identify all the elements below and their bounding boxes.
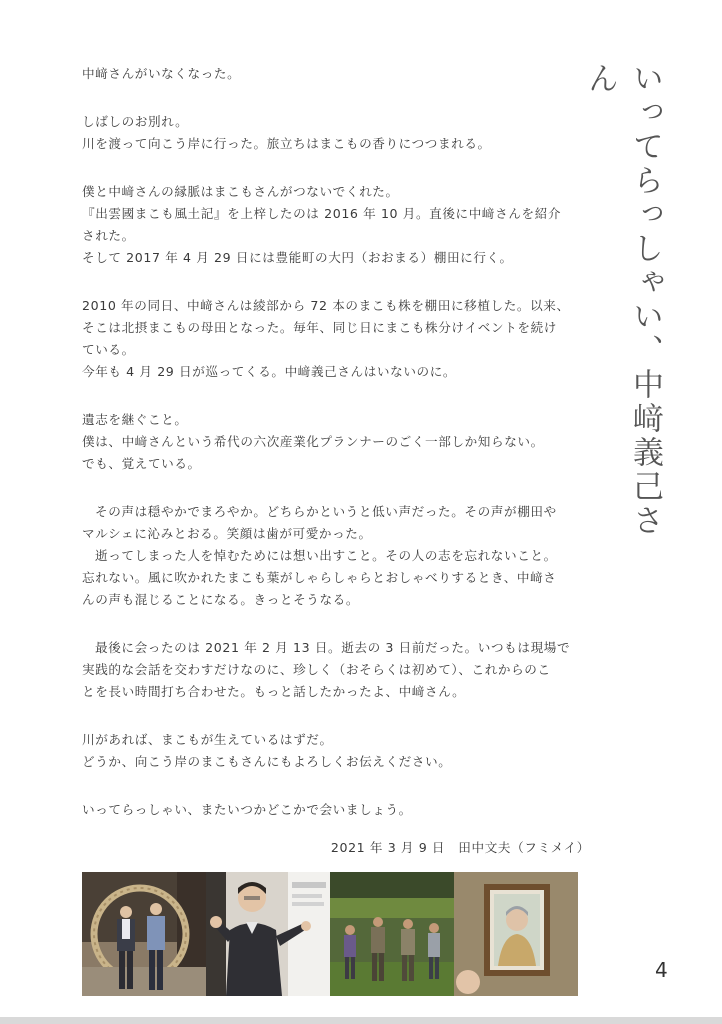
text-line: 僕は、中﨑さんという希代の六次産業化プランナーのごく一部しか知らない。 (82, 434, 544, 449)
text-line: 中﨑さんがいなくなった。 (82, 66, 241, 81)
text-line: ている。 (82, 342, 135, 357)
paragraph (82, 799, 602, 821)
text-line: とを長い時間打ち合わせた。もっと話したかったよ、中﨑さん。 (82, 684, 466, 699)
photo-strip (82, 872, 578, 996)
photo-two-men-straw-ring (82, 872, 206, 996)
text-line: そして 2017 年 4 月 29 日には豊能町の大円（おおまる）棚田に行く。 (82, 250, 513, 265)
paragraph (82, 111, 602, 155)
paragraph (82, 729, 602, 773)
text-line: でも、覚えている。 (82, 456, 201, 471)
text-line: いってらっしゃい、またいつかどこかで会いましょう。 (82, 802, 412, 817)
text-line: 川を渡って向こう岸に行った。旅立ちはまこもの香りにつつまれる。 (82, 136, 491, 151)
paragraph (82, 63, 602, 85)
paragraph (82, 637, 602, 703)
photo-man-presenting (206, 872, 330, 996)
text-line: しばしのお別れ。 (82, 114, 189, 129)
text-line: その声は穏やかでまろやか。どちらかというと低い声だった。その声が棚田や (95, 504, 557, 519)
text-line: 遺志を継ぐこと。 (82, 412, 188, 427)
text-line: 実践的な会話を交わすだけなのに、珍しく（おそらくは初めて）、これからのこ (82, 662, 551, 677)
article-body (82, 63, 602, 847)
text-line: 2010 年の同日、中﨑さんは綾部から 72 本のまこも株を棚田に移植した。以来、 (82, 298, 570, 313)
text-line: 僕と中﨑さんの縁脈はまこもさんがつないでくれた。 (82, 184, 399, 199)
text-line: んの声も混じることになる。きっとそうなる。 (82, 592, 360, 607)
text-line: 最後に会ったのは 2021 年 2 月 13 日。逝去の 3 日前だった。いつもは現場で (95, 640, 571, 655)
bottom-divider (0, 1017, 722, 1024)
text-line: 逝ってしまった人を悼むためには想い出すこと。その人の志を忘れないこと。 (95, 548, 557, 563)
page-number: 4 (655, 958, 668, 982)
paragraph (82, 181, 602, 269)
signature-date-author: 2021 年 3 月 9 日 田中文夫（フミメイ） (330, 840, 590, 855)
text-line: された。 (82, 228, 135, 243)
text-line: マルシェに沁みとおる。笑顔は歯が可愛かった。 (82, 526, 372, 541)
text-line: どうか、向こう岸のまこもさんにもよろしくお伝えください。 (82, 754, 452, 769)
text-line: そこは北摂まこもの母田となった。毎年、同じ日にまこも株分けイベントを続け (82, 320, 557, 335)
paragraph (82, 501, 602, 611)
paragraph (82, 295, 602, 383)
page-title: いってらっしゃい、中﨑義己さん (582, 62, 663, 538)
photo-framed-portrait (454, 872, 578, 996)
text-line: 川があれば、まこもが生えているはずだ。 (82, 732, 333, 747)
paragraph (82, 409, 602, 475)
text-line: 忘れない。風に吹かれたまこも葉がしゃらしゃらとおしゃべりするとき、中﨑さ (82, 570, 557, 585)
photo-group-in-field (330, 872, 454, 996)
text-line: 今年も 4 月 29 日が巡ってくる。中﨑義己さんはいないのに。 (82, 364, 457, 379)
text-line: 『出雲國まこも風土記』を上梓したのは 2016 年 10 月。直後に中﨑さんを紹介 (82, 206, 562, 221)
